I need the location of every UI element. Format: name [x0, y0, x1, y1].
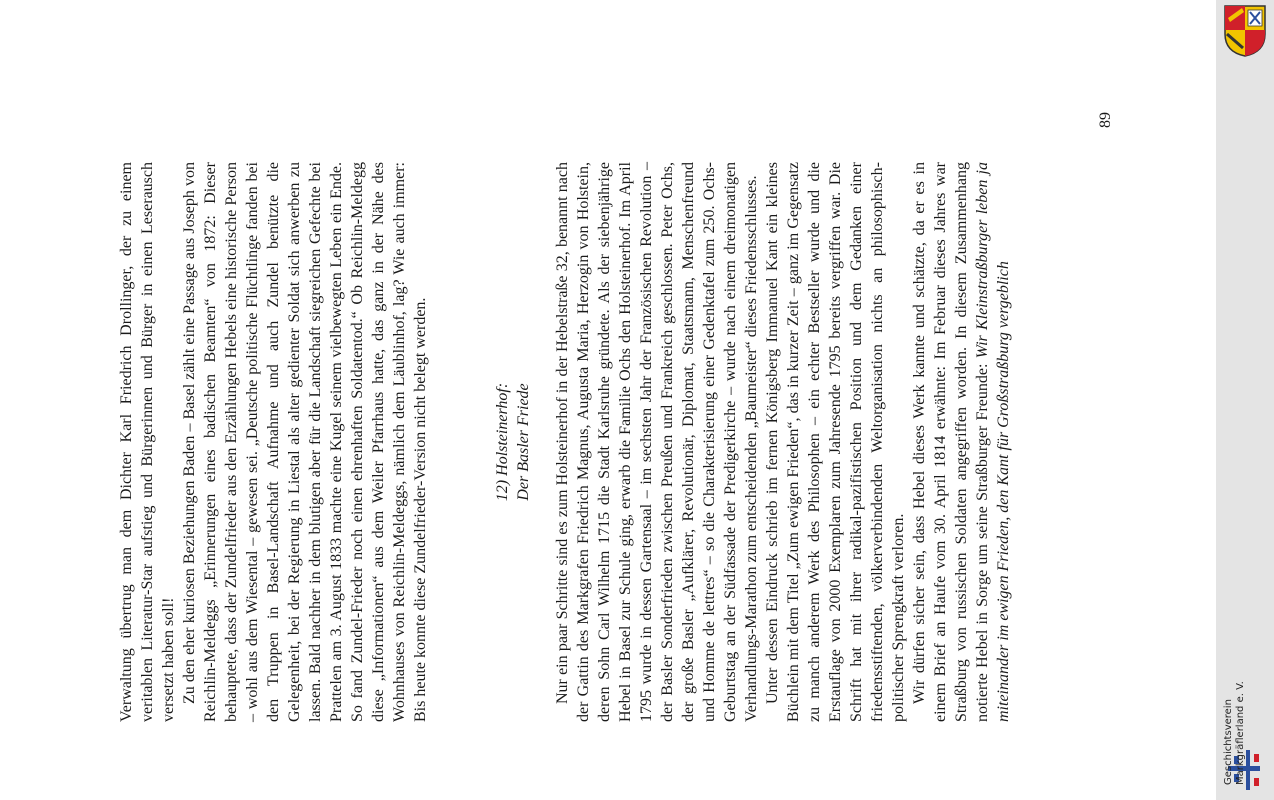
book-page — [100, 0, 1200, 800]
paragraph: Unter dessen Eindruck schrieb im fernen Königsberg Immanuel Kant ein kleines Büchlein mit dem Titel „Zum ewigen Frieden“, das in kurzer Zeit – ganz im Gegensatz zu manch anderem Werk des Philosophen – ein echter Bestseller wurde und die Erstauflage von 2000 Exemplaren zum Jahresende 1795 bereits vergriffen war. Die Schrift hat mit ihrer radikal-pazifistischen Position und dem Gedanken einer friedensstiftenden, völkerverbindenden Weltorganisation nichts an philosophisch-politischer Sprengkraft verloren. — [764, 162, 907, 722]
heading-line: 12) Holsteinerhof: — [494, 382, 511, 502]
paragraph: Nur ein paar Schritte sind es zum Holsteinerhof in der Hebelstraße 32, benannt nach der Gattin des Markgrafen Friedrich Magnus, Augusta Maria, Herzogin von Holstein, deren Sohn Carl Wilhelm 1715 die Stadt Karlsruhe gründete. Als der siebenjährige Hebel in Basel zur Schule ging, erwarb die Familie Ochs den Holsteinerhof. Im April 1795 wurde in dessen Gartensaal – im sechsten Jahr der Französischen Revolution – der Basler Sonderfrieden zwischen Preußen und Frankreich geschlossen. Peter Ochs, der große Basler „Aufklärer, Revolutionär, Diplomat, Staatsmann, Menschenfreund und Homme de lettres“ – so die Charakterisierung einer Gedenktafel zum 250. Ochs-Geburtstag an der Südfassade der Predigerkirche – wurde nach einem dreimonatigen Verhandlungs-Marathon zum entscheidenden „Baumeister“ dieses Friedensschlusses. — [554, 162, 760, 722]
text-block-bottom — [552, 162, 1014, 722]
section-heading — [492, 162, 534, 722]
org-name-line: Markgräflerland e. V. — [1235, 681, 1246, 785]
paragraph — [909, 162, 1014, 722]
heading-line: Der Basler Friede — [515, 383, 532, 501]
sidebar — [1216, 0, 1274, 800]
italic-quote: Wir Kleinstraßburger leben ja miteinander im ewigen Frieden, den Kant für Großstraßburg vergeblich — [974, 162, 1012, 722]
rotated-page — [100, 0, 1200, 800]
coat-of-arms-icon — [1222, 4, 1268, 58]
page-number: 89 — [1097, 112, 1114, 128]
text-block-top — [116, 162, 431, 722]
paragraph: Verwaltung übertrug man dem Dichter Karl Friedrich Drollinger, der zu einem veritablen Literatur-Star aufstieg und Bürgerinnen und Bürger in einen Leserausch versetzt haben soll! — [118, 162, 177, 722]
paragraph-text: Wir dürfen sicher sein, dass Hebel dieses Werk kannte und schätzte, da er es in einem Brief an Haufe vom 30. April 1814 erwähnte: Im Februar dieses Jahres war Straßburg von russischen Soldaten angegriffen worden. In diesem Zusammenhang notierte Hebel in Sorge um seine Straßburger Freunde: — [911, 162, 991, 722]
org-name — [1223, 681, 1247, 785]
org-name-line: Geschichtsverein — [1223, 699, 1234, 785]
paragraph: Zu den eher kuriosen Beziehungen Baden – Basel zählt eine Passage aus Joseph von Reichlin-Meldeggs „Erinnerungen eines badischen Beamten“ von 1872: Dieser behauptete, dass der Zundelfrieder aus den Erzählungen Hebels eine historische Person – wohl aus dem Wiesental – gewesen sei. „Deutsche politische Flüchtlinge fanden bei den Truppen in Basel-Landschaft Aufnahme und auch Zundel benützte die Gelegenheit, bei der Regierung in Liestal als alter gedienter Soldat sich anwerben zu lassen. Bald nachher in dem blutigen aber für die Landschaft siegreichen Gefechte bei Prattelen am 3. August 1833 machte eine Kugel seinem vielbewegten Leben ein Ende. So fand Zundel-Frieder noch einen ehrenhaften Soldatentod.“ Ob Reichlin-Meldegg diese „Informationen“ aus dem Weiler Pfarrhaus hatte, das ganz in der Nähe des Wohnhauses von Reichlin-Meldeggs, nämlich dem Läublinhof, lag? Wie auch immer: Bis heute konnte diese Zundelfrieder-Version nicht belegt werden. — [181, 162, 429, 722]
